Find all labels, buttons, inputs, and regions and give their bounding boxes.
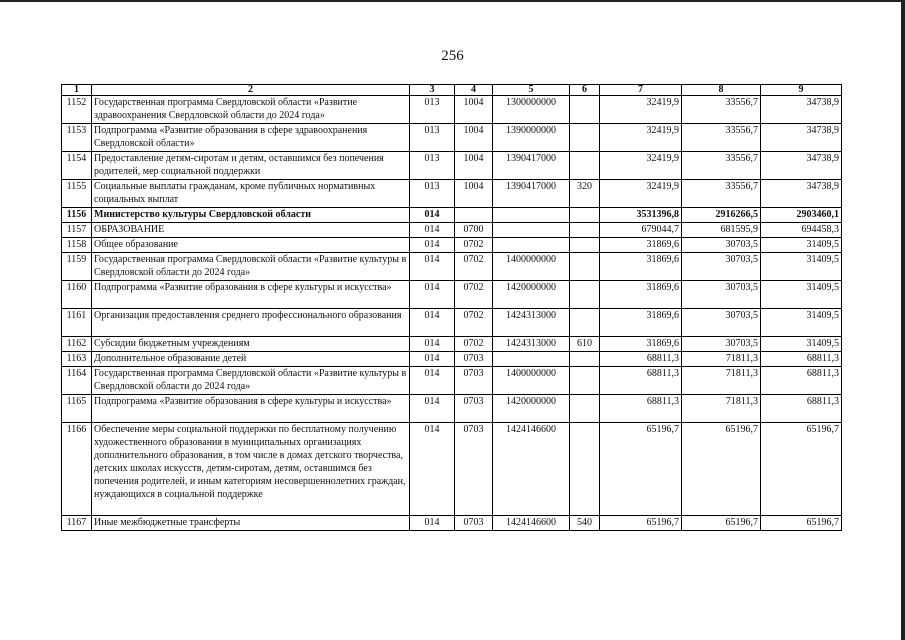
section-code-cell: 0702 xyxy=(455,337,493,352)
section-code-cell: 1004 xyxy=(455,96,493,124)
row-name-cell: Общее образование xyxy=(92,238,410,253)
header-cell: 5 xyxy=(493,85,570,96)
admin-code-cell: 014 xyxy=(410,395,455,423)
table-row xyxy=(62,309,842,337)
expense-type-cell xyxy=(570,124,600,152)
amount-year3-cell: 31409,5 xyxy=(761,281,842,309)
amount-year2-cell: 71811,3 xyxy=(682,352,761,367)
amount-year1-cell: 31869,6 xyxy=(600,238,682,253)
target-article-cell: 1390000000 xyxy=(493,124,570,152)
amount-year3-cell: 694458,3 xyxy=(761,223,842,238)
amount-year1-cell: 32419,9 xyxy=(600,96,682,124)
row-name-cell: ОБРАЗОВАНИЕ xyxy=(92,223,410,238)
expense-type-cell xyxy=(570,152,600,180)
target-article-cell: 1424146600 xyxy=(493,516,570,531)
admin-code-cell: 013 xyxy=(410,124,455,152)
amount-year1-cell: 32419,9 xyxy=(600,180,682,208)
row-number-cell: 1163 xyxy=(62,352,92,367)
admin-code-cell: 014 xyxy=(410,238,455,253)
target-article-cell: 1400000000 xyxy=(493,367,570,395)
target-article-cell: 1300000000 xyxy=(493,96,570,124)
admin-code-cell: 014 xyxy=(410,516,455,531)
row-name-cell: Предоставление детям-сиротам и детям, оставшимся без попечения родителей, мер социальной поддержки xyxy=(92,152,410,180)
amount-year2-cell: 71811,3 xyxy=(682,395,761,423)
amount-year3-cell: 68811,3 xyxy=(761,367,842,395)
expense-type-cell xyxy=(570,395,600,423)
amount-year1-cell: 31869,6 xyxy=(600,281,682,309)
target-article-cell xyxy=(493,352,570,367)
section-code-cell: 0702 xyxy=(455,309,493,337)
amount-year2-cell: 33556,7 xyxy=(682,180,761,208)
target-article-cell: 1390417000 xyxy=(493,180,570,208)
amount-year3-cell: 34738,9 xyxy=(761,180,842,208)
amount-year2-cell: 33556,7 xyxy=(682,124,761,152)
row-name-cell: Подпрограмма «Развитие образования в сфере культуры и искусства» xyxy=(92,281,410,309)
expense-type-cell xyxy=(570,238,600,253)
row-name-cell: Субсидии бюджетным учреждениям xyxy=(92,337,410,352)
table-row xyxy=(62,423,842,516)
amount-year1-cell: 65196,7 xyxy=(600,516,682,531)
expense-type-cell xyxy=(570,367,600,395)
row-number-cell: 1167 xyxy=(62,516,92,531)
row-name-cell: Государственная программа Свердловской области «Развитие здравоохранения Свердловской области до 2024 года» xyxy=(92,96,410,124)
amount-year3-cell: 34738,9 xyxy=(761,96,842,124)
row-number-cell: 1152 xyxy=(62,96,92,124)
table-row xyxy=(62,395,842,423)
target-article-cell: 1424146600 xyxy=(493,423,570,516)
row-number-cell: 1164 xyxy=(62,367,92,395)
amount-year2-cell: 30703,5 xyxy=(682,309,761,337)
target-article-cell: 1420000000 xyxy=(493,281,570,309)
header-cell: 8 xyxy=(682,85,761,96)
target-article-cell: 1424313000 xyxy=(493,309,570,337)
section-code-cell: 0700 xyxy=(455,223,493,238)
section-code-cell: 0703 xyxy=(455,352,493,367)
admin-code-cell: 014 xyxy=(410,367,455,395)
target-article-cell xyxy=(493,223,570,238)
amount-year1-cell: 31869,6 xyxy=(600,309,682,337)
admin-code-cell: 014 xyxy=(410,423,455,516)
table-body xyxy=(62,96,842,531)
row-number-cell: 1166 xyxy=(62,423,92,516)
amount-year3-cell: 68811,3 xyxy=(761,395,842,423)
target-article-cell: 1424313000 xyxy=(493,337,570,352)
amount-year1-cell: 31869,6 xyxy=(600,337,682,352)
header-cell: 7 xyxy=(600,85,682,96)
section-code-cell: 0703 xyxy=(455,395,493,423)
row-name-cell: Подпрограмма «Развитие образования в сфере здравоохранения Свердловской области» xyxy=(92,124,410,152)
expense-type-cell xyxy=(570,423,600,516)
amount-year1-cell: 32419,9 xyxy=(600,124,682,152)
row-number-cell: 1160 xyxy=(62,281,92,309)
section-code-cell: 0702 xyxy=(455,238,493,253)
amount-year3-cell: 65196,7 xyxy=(761,516,842,531)
row-name-cell: Государственная программа Свердловской области «Развитие культуры в Свердловской области до 2024 года» xyxy=(92,253,410,281)
table-row xyxy=(62,516,842,531)
expense-type-cell xyxy=(570,96,600,124)
row-name-cell: Государственная программа Свердловской области «Развитие культуры в Свердловской области до 2024 года» xyxy=(92,367,410,395)
amount-year2-cell: 30703,5 xyxy=(682,281,761,309)
admin-code-cell: 014 xyxy=(410,253,455,281)
header-cell: 1 xyxy=(62,85,92,96)
row-number-cell: 1156 xyxy=(62,208,92,223)
page-border-right xyxy=(901,0,905,640)
budget-table xyxy=(61,84,842,531)
row-number-cell: 1155 xyxy=(62,180,92,208)
amount-year1-cell: 68811,3 xyxy=(600,395,682,423)
amount-year2-cell: 681595,9 xyxy=(682,223,761,238)
table-row xyxy=(62,208,842,223)
expense-type-cell xyxy=(570,223,600,238)
header-row xyxy=(62,85,842,96)
amount-year3-cell: 34738,9 xyxy=(761,152,842,180)
section-code-cell: 1004 xyxy=(455,180,493,208)
row-number-cell: 1165 xyxy=(62,395,92,423)
section-code-cell xyxy=(455,208,493,223)
amount-year3-cell: 34738,9 xyxy=(761,124,842,152)
table-row xyxy=(62,238,842,253)
expense-type-cell: 540 xyxy=(570,516,600,531)
row-name-cell: Иные межбюджетные трансферты xyxy=(92,516,410,531)
amount-year3-cell: 31409,5 xyxy=(761,253,842,281)
admin-code-cell: 013 xyxy=(410,96,455,124)
amount-year2-cell: 33556,7 xyxy=(682,96,761,124)
expense-type-cell: 610 xyxy=(570,337,600,352)
admin-code-cell: 014 xyxy=(410,208,455,223)
table-row xyxy=(62,337,842,352)
expense-type-cell xyxy=(570,281,600,309)
amount-year1-cell: 65196,7 xyxy=(600,423,682,516)
section-code-cell: 0702 xyxy=(455,281,493,309)
table-row xyxy=(62,253,842,281)
row-number-cell: 1153 xyxy=(62,124,92,152)
amount-year3-cell: 68811,3 xyxy=(761,352,842,367)
table-row xyxy=(62,281,842,309)
amount-year3-cell: 31409,5 xyxy=(761,238,842,253)
amount-year1-cell: 679044,7 xyxy=(600,223,682,238)
amount-year1-cell: 3531396,8 xyxy=(600,208,682,223)
table-row xyxy=(62,223,842,238)
amount-year2-cell: 2916266,5 xyxy=(682,208,761,223)
amount-year1-cell: 68811,3 xyxy=(600,367,682,395)
admin-code-cell: 013 xyxy=(410,180,455,208)
table-row xyxy=(62,124,842,152)
section-code-cell: 0703 xyxy=(455,516,493,531)
table-row xyxy=(62,367,842,395)
target-article-cell xyxy=(493,238,570,253)
amount-year2-cell: 30703,5 xyxy=(682,253,761,281)
amount-year1-cell: 68811,3 xyxy=(600,352,682,367)
target-article-cell xyxy=(493,208,570,223)
page-number: 256 xyxy=(441,48,464,64)
amount-year2-cell: 65196,7 xyxy=(682,423,761,516)
target-article-cell: 1420000000 xyxy=(493,395,570,423)
row-name-cell: Обеспечение меры социальной поддержки по бесплатному получению художественного образования в муниципальных организациях дополнительного образования, в том числе в домах детского творчества, детских школах искусств, детям-сиротам, детям, оставшимся без попечения родителей, и иным категориям несовершеннолетних граждан, нуждающихся в социальной поддержке xyxy=(92,423,410,516)
expense-type-cell xyxy=(570,352,600,367)
section-code-cell: 0703 xyxy=(455,367,493,395)
section-code-cell: 1004 xyxy=(455,152,493,180)
section-code-cell: 0703 xyxy=(455,423,493,516)
amount-year2-cell: 33556,7 xyxy=(682,152,761,180)
admin-code-cell: 014 xyxy=(410,309,455,337)
amount-year3-cell: 31409,5 xyxy=(761,309,842,337)
table-row xyxy=(62,152,842,180)
row-name-cell: Организация предоставления среднего профессионального образования xyxy=(92,309,410,337)
row-name-cell: Социальные выплаты гражданам, кроме публичных нормативных социальных выплат xyxy=(92,180,410,208)
table-row xyxy=(62,180,842,208)
amount-year1-cell: 32419,9 xyxy=(600,152,682,180)
row-number-cell: 1154 xyxy=(62,152,92,180)
section-code-cell: 0702 xyxy=(455,253,493,281)
header-cell: 3 xyxy=(410,85,455,96)
row-number-cell: 1157 xyxy=(62,223,92,238)
row-number-cell: 1161 xyxy=(62,309,92,337)
header-cell: 9 xyxy=(761,85,842,96)
amount-year2-cell: 71811,3 xyxy=(682,367,761,395)
admin-code-cell: 014 xyxy=(410,223,455,238)
table-row xyxy=(62,352,842,367)
expense-type-cell xyxy=(570,208,600,223)
amount-year2-cell: 30703,5 xyxy=(682,337,761,352)
page-border-top xyxy=(0,0,905,2)
admin-code-cell: 013 xyxy=(410,152,455,180)
row-name-cell: Министерство культуры Свердловской области xyxy=(92,208,410,223)
admin-code-cell: 014 xyxy=(410,281,455,309)
expense-type-cell xyxy=(570,253,600,281)
expense-type-cell: 320 xyxy=(570,180,600,208)
amount-year2-cell: 30703,5 xyxy=(682,238,761,253)
amount-year3-cell: 31409,5 xyxy=(761,337,842,352)
header-cell: 6 xyxy=(570,85,600,96)
header-cell: 4 xyxy=(455,85,493,96)
amount-year1-cell: 31869,6 xyxy=(600,253,682,281)
admin-code-cell: 014 xyxy=(410,337,455,352)
amount-year3-cell: 65196,7 xyxy=(761,423,842,516)
expense-type-cell xyxy=(570,309,600,337)
header-cell: 2 xyxy=(92,85,410,96)
row-number-cell: 1158 xyxy=(62,238,92,253)
amount-year2-cell: 65196,7 xyxy=(682,516,761,531)
row-number-cell: 1162 xyxy=(62,337,92,352)
target-article-cell: 1400000000 xyxy=(493,253,570,281)
section-code-cell: 1004 xyxy=(455,124,493,152)
table-row xyxy=(62,96,842,124)
row-name-cell: Дополнительное образование детей xyxy=(92,352,410,367)
row-name-cell: Подпрограмма «Развитие образования в сфере культуры и искусства» xyxy=(92,395,410,423)
row-number-cell: 1159 xyxy=(62,253,92,281)
amount-year3-cell: 2903460,1 xyxy=(761,208,842,223)
target-article-cell: 1390417000 xyxy=(493,152,570,180)
admin-code-cell: 014 xyxy=(410,352,455,367)
